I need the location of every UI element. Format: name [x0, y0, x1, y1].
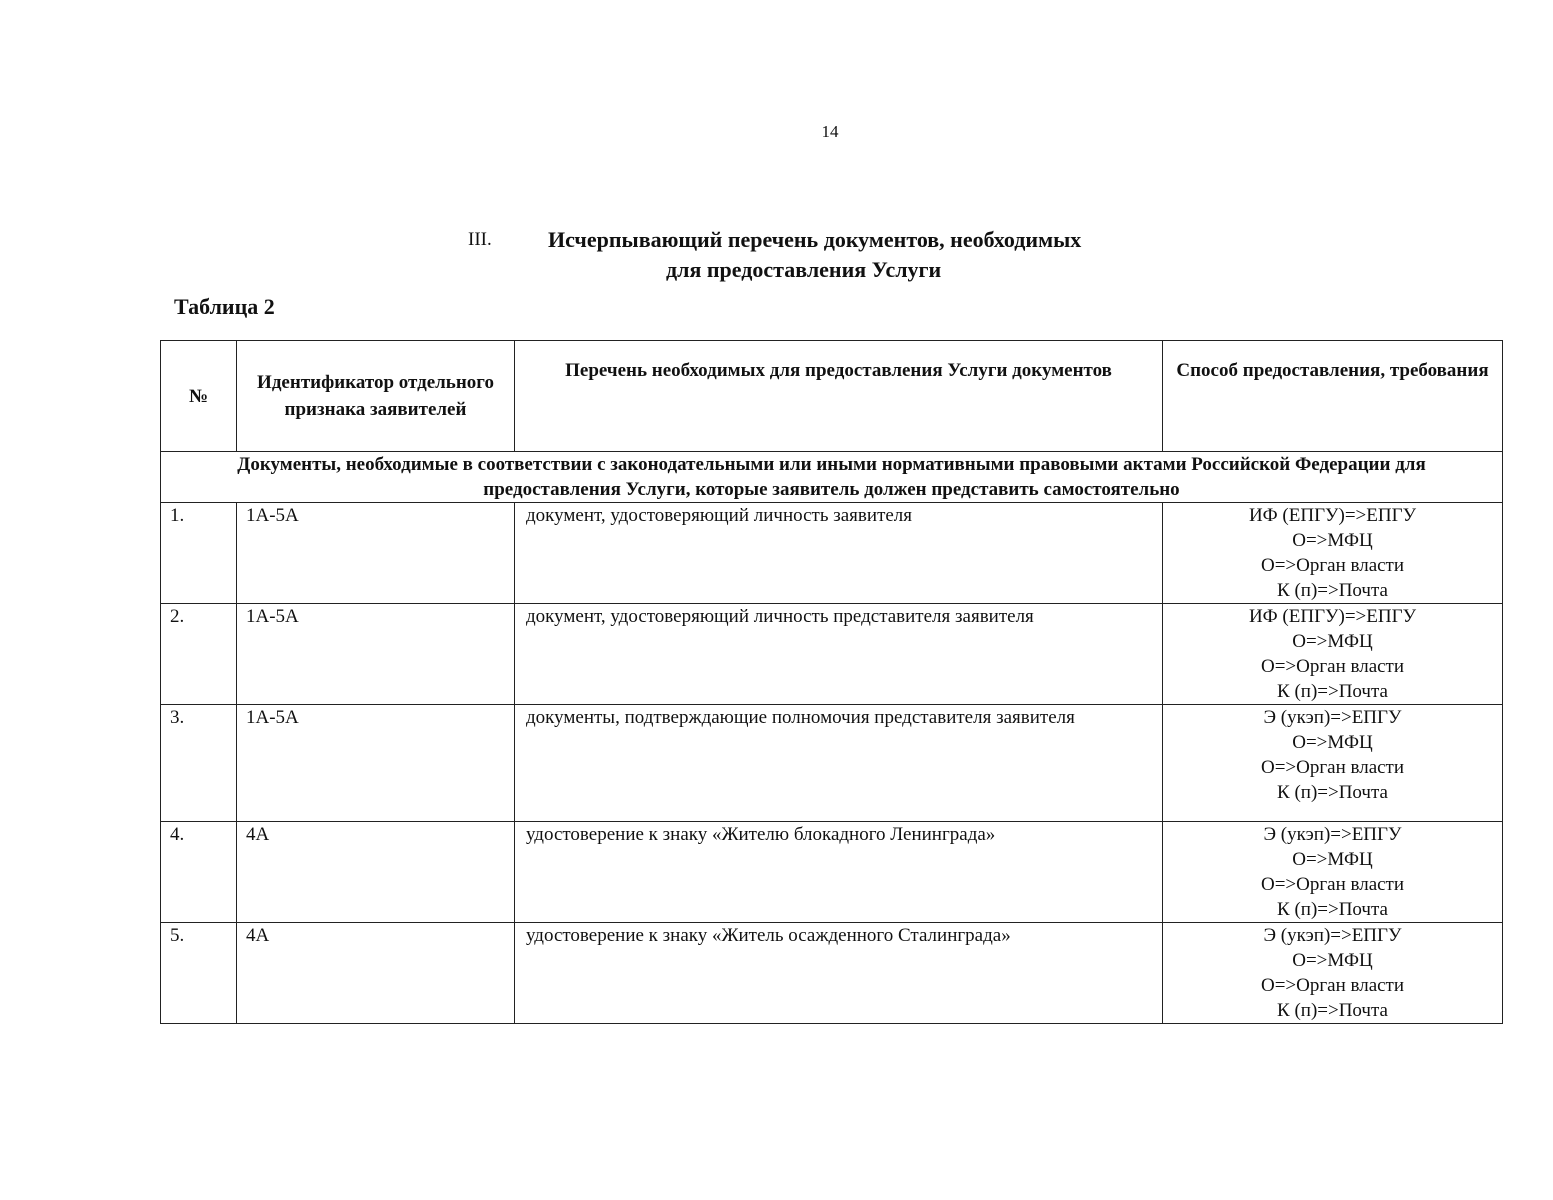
- row-number: 2.: [161, 604, 237, 705]
- row-number: 4.: [161, 822, 237, 923]
- group-title: Документы, необходимые в соответствии с законодательными или иными нормативными правовыми актами Российской Федерации для предоставления Услуги, которые заявитель должен представить самостоятельно: [161, 452, 1503, 503]
- group-title-row: [161, 452, 1503, 503]
- row-methods: [1163, 705, 1503, 822]
- header-number: №: [161, 341, 237, 452]
- row-document-text: удостоверение к знаку «Житель осажденного Сталинграда»: [526, 925, 1011, 946]
- method-line: ИФ (ЕПГУ)=>ЕПГУ: [1248, 505, 1417, 526]
- method-line: К (п)=>Почта: [1277, 1000, 1388, 1021]
- documents-table: [160, 340, 1503, 1024]
- page-number: 14: [821, 122, 839, 141]
- row-document-text: документ, удостоверяющий личность заявителя: [526, 505, 913, 526]
- header-identifier: Идентификатор отдельного признака заявителей: [237, 341, 515, 452]
- header-documents: Перечень необходимых для предоставления Услуги документов: [515, 341, 1163, 452]
- table-header-row: [161, 341, 1503, 452]
- row-identifier: 1А-5А: [237, 503, 515, 604]
- header-method: Способ предоставления, требования: [1163, 341, 1503, 452]
- section-numeral: III.: [468, 229, 492, 250]
- method-line: О=>Орган власти: [1260, 656, 1405, 677]
- row-methods: [1163, 503, 1503, 604]
- table-label: Таблица 2: [174, 294, 275, 319]
- method-line: ИФ (ЕПГУ)=>ЕПГУ: [1248, 606, 1417, 627]
- row-number: 5.: [161, 923, 237, 1024]
- method-line: О=>МФЦ: [1292, 530, 1373, 551]
- method-line: Э (укэп)=>ЕПГУ: [1263, 824, 1402, 845]
- row-document-text: удостоверение к знаку «Жителю блокадного Ленинграда»: [526, 824, 996, 845]
- row-number: 1.: [161, 503, 237, 604]
- table-row: [161, 705, 1503, 822]
- row-identifier: 1А-5А: [237, 604, 515, 705]
- row-identifier: 1А-5А: [237, 705, 515, 822]
- method-line: О=>МФЦ: [1292, 732, 1373, 753]
- method-line: К (п)=>Почта: [1277, 782, 1388, 803]
- method-line: Э (укэп)=>ЕПГУ: [1263, 925, 1402, 946]
- method-line: К (п)=>Почта: [1277, 681, 1388, 702]
- method-line: К (п)=>Почта: [1277, 580, 1388, 601]
- row-methods: [1163, 923, 1503, 1024]
- row-document: [515, 822, 1163, 923]
- section-title-line-2: для предоставления Услуги: [666, 257, 942, 282]
- method-line: О=>МФЦ: [1292, 849, 1373, 870]
- row-identifier: 4А: [237, 923, 515, 1024]
- table-row: [161, 822, 1503, 923]
- table-row: [161, 923, 1503, 1024]
- row-number: 3.: [161, 705, 237, 822]
- row-document: [515, 604, 1163, 705]
- row-document-text: документ, удостоверяющий личность представителя заявителя: [526, 606, 1034, 627]
- method-line: О=>Орган власти: [1260, 555, 1405, 576]
- method-line: К (п)=>Почта: [1277, 899, 1388, 920]
- method-line: О=>МФЦ: [1292, 950, 1373, 971]
- row-identifier: 4А: [237, 822, 515, 923]
- row-document: [515, 503, 1163, 604]
- method-line: О=>Орган власти: [1260, 757, 1405, 778]
- table-row: [161, 604, 1503, 705]
- row-methods: [1163, 822, 1503, 923]
- table-row: [161, 503, 1503, 604]
- method-line: О=>МФЦ: [1292, 631, 1373, 652]
- section-title-line-1: Исчерпывающий перечень документов, необходимых: [548, 227, 1082, 252]
- row-methods: [1163, 604, 1503, 705]
- method-line: Э (укэп)=>ЕПГУ: [1263, 707, 1402, 728]
- row-document-text: документы, подтверждающие полномочия представителя заявителя: [526, 707, 1075, 728]
- method-line: О=>Орган власти: [1260, 975, 1405, 996]
- row-document: [515, 705, 1163, 822]
- method-line: О=>Орган власти: [1260, 874, 1405, 895]
- row-document: [515, 923, 1163, 1024]
